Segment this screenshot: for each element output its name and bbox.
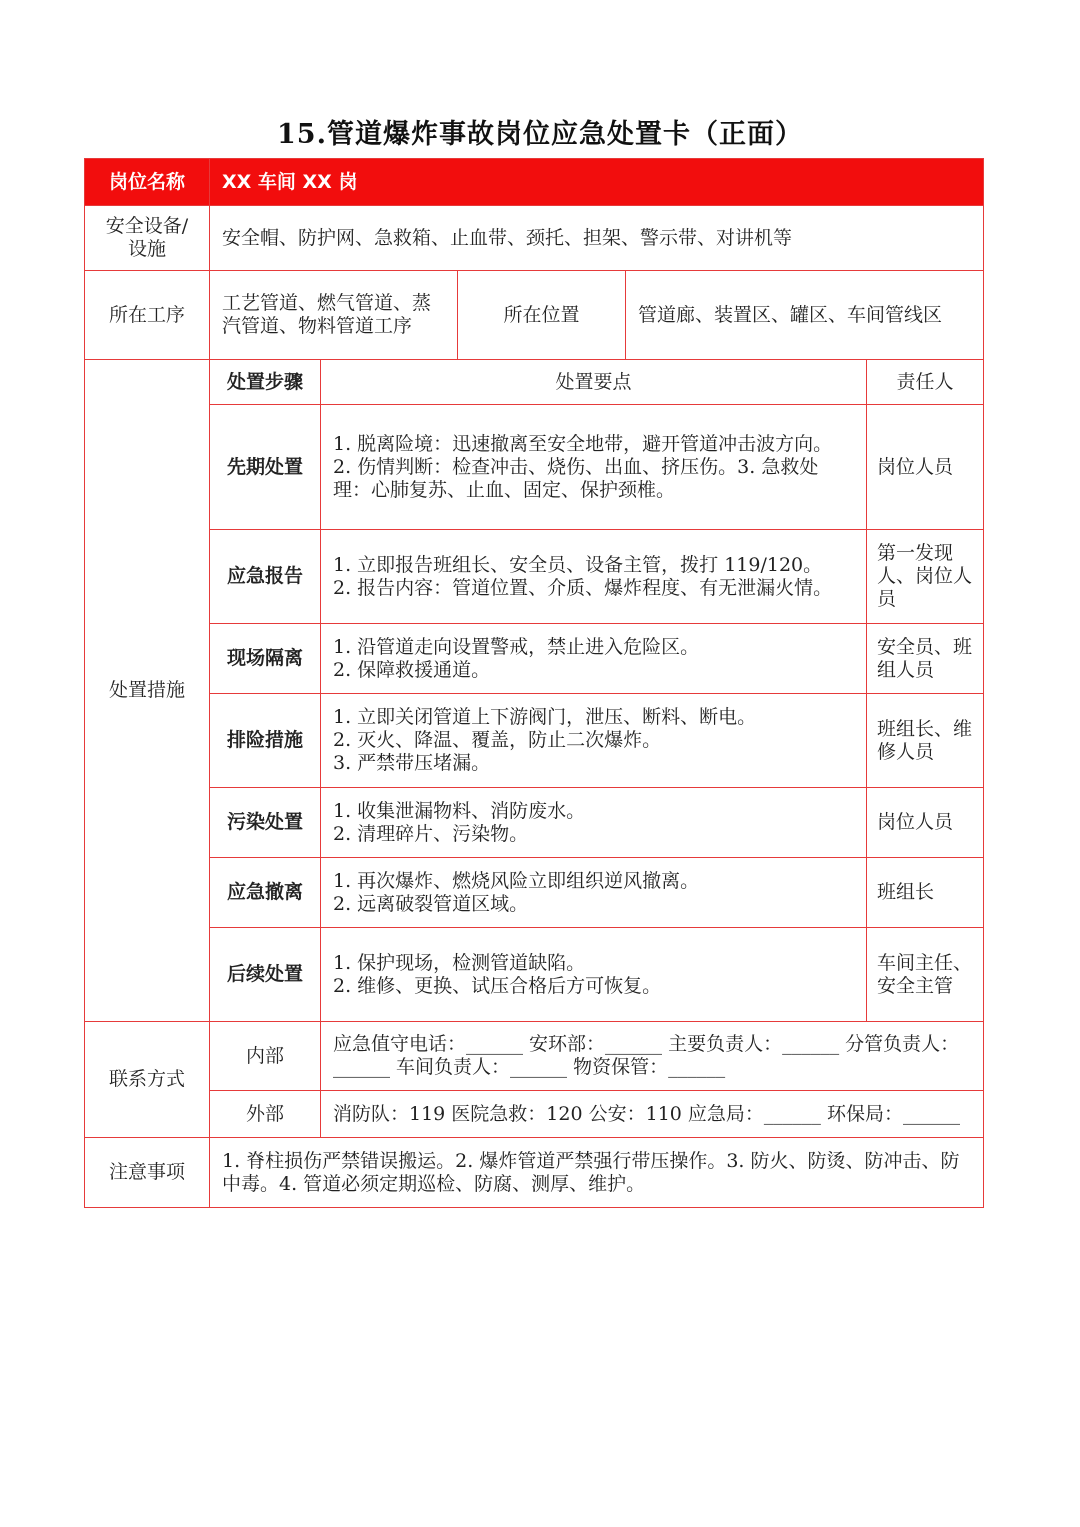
resp-cell: 岗位人员 [867, 788, 984, 858]
step-cell: 应急报告 [210, 530, 321, 624]
points-cell: 1. 沿管道走向设置警戒，禁止进入危险区。 2. 保障救援通道。 [321, 624, 867, 694]
notes-text: 1. 脊柱损伤严禁错误搬运。2. 爆炸管道严禁强行带压操作。3. 防火、防烫、防冲击、防中毒。4. 管道必须定期巡检、防腐、测厚、维护。 [210, 1138, 984, 1208]
emergency-card-table [84, 158, 984, 1208]
measure-row [85, 858, 984, 928]
external-label: 外部 [210, 1091, 321, 1138]
measure-row [85, 694, 984, 788]
equipment-row [85, 206, 984, 271]
page-title: 15.管道爆炸事故岗位应急处置卡（正面） [277, 119, 803, 150]
contact-internal-row [85, 1022, 984, 1091]
equipment-label: 安全设备/ 设施 [85, 206, 210, 271]
header-row [85, 159, 984, 206]
measures-header-row [85, 360, 984, 405]
step-cell: 后续处置 [210, 928, 321, 1022]
points-cell: 1. 立即报告班组长、安全员、设备主管，拨打 119/120。 2. 报告内容：管道位置、介质、爆炸程度、有无泄漏火情。 [321, 530, 867, 624]
contact-label: 联系方式 [85, 1022, 210, 1138]
resp-cell: 第一发现人、岗位人员 [867, 530, 984, 624]
measure-row [85, 928, 984, 1022]
internal-contacts: 应急值守电话：______ 安环部：______ 主要负责人：______ 分管负责人：______ 车间负责人：______ 物资保管：______ [321, 1022, 984, 1091]
step-cell: 现场隔离 [210, 624, 321, 694]
col-points-header: 处置要点 [321, 360, 867, 405]
measure-row [85, 624, 984, 694]
process-value: 工艺管道、燃气管道、蒸汽管道、物料管道工序 [210, 271, 458, 360]
internal-label: 内部 [210, 1022, 321, 1091]
points-cell: 1. 收集泄漏物料、消防废水。 2. 清理碎片、污染物。 [321, 788, 867, 858]
col-step-header: 处置步骤 [210, 360, 321, 405]
resp-cell: 岗位人员 [867, 405, 984, 530]
measures-label: 处置措施 [85, 360, 210, 1022]
col-resp-header: 责任人 [867, 360, 984, 405]
step-cell: 污染处置 [210, 788, 321, 858]
post-name-label: 岗位名称 [85, 159, 210, 206]
step-cell: 应急撤离 [210, 858, 321, 928]
process-label: 所在工序 [85, 271, 210, 360]
points-cell: 1. 脱离险境：迅速撤离至安全地带，避开管道冲击波方向。 2. 伤情判断：检查冲击、烧伤、出血、挤压伤。3. 急救处理：心肺复苏、止血、固定、保护颈椎。 [321, 405, 867, 530]
points-cell: 1. 再次爆炸、燃烧风险立即组织逆风撤离。 2. 远离破裂管道区域。 [321, 858, 867, 928]
resp-cell: 安全员、班组人员 [867, 624, 984, 694]
notes-row [85, 1138, 984, 1208]
resp-cell: 班组长、维修人员 [867, 694, 984, 788]
location-label: 所在位置 [458, 271, 626, 360]
measure-row [85, 788, 984, 858]
measure-row [85, 530, 984, 624]
location-value: 管道廊、装置区、罐区、车间管线区 [626, 271, 984, 360]
resp-cell: 车间主任、安全主管 [867, 928, 984, 1022]
points-cell: 1. 保护现场，检测管道缺陷。 2. 维修、更换、试压合格后方可恢复。 [321, 928, 867, 1022]
equipment-value: 安全帽、防护网、急救箱、止血带、颈托、担架、警示带、对讲机等 [210, 206, 984, 271]
external-contacts: 消防队：119 医院急救：120 公安：110 应急局：______ 环保局：______ [321, 1091, 984, 1138]
resp-cell: 班组长 [867, 858, 984, 928]
post-name-value: XX 车间 XX 岗 [210, 159, 984, 206]
step-cell: 排险措施 [210, 694, 321, 788]
contact-external-row [85, 1091, 984, 1138]
notes-label: 注意事项 [85, 1138, 210, 1208]
step-cell: 先期处置 [210, 405, 321, 530]
measure-row [85, 405, 984, 530]
process-location-row [85, 271, 984, 360]
points-cell: 1. 立即关闭管道上下游阀门，泄压、断料、断电。 2. 灭火、降温、覆盖，防止二次爆炸。 3. 严禁带压堵漏。 [321, 694, 867, 788]
